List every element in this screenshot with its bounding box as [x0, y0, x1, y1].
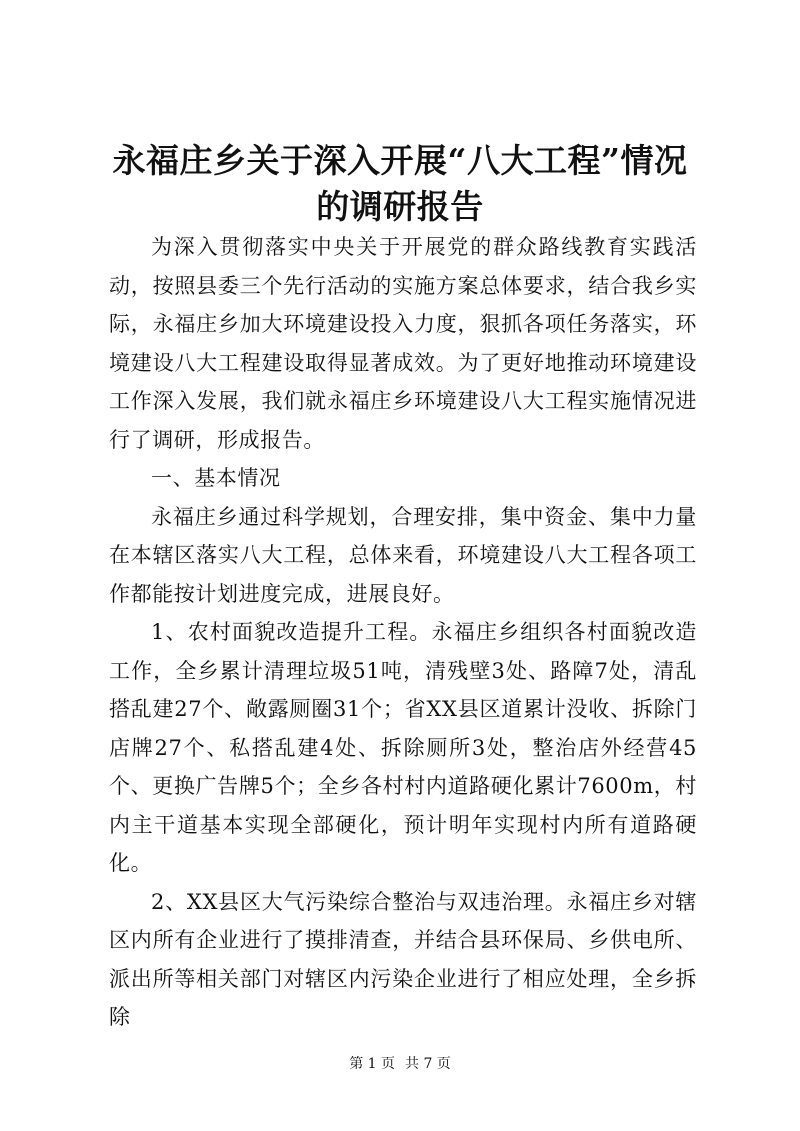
paragraph-overview: 永福庄乡通过科学规划，合理安排，集中资金、集中力量在本辖区落实八大工程，总体来看，环境建设八大工程各项工作都能按计划进度完成，进展良好。 [109, 504, 697, 606]
paragraph-item-2: 2、XX县区大气污染综合整治与双违治理。永福庄乡对辖区内所有企业进行了摸排清查，并结合县环保局、乡供电所、派出所等相关部门对辖区内污染企业进行了相应处理，全乡拆除 [109, 889, 697, 1029]
paragraph-intro: 为深入贯彻落实中央关于开展党的群众路线教育实践活动，按照县委三个先行活动的实施方案总体要求，结合我乡实际，永福庄乡加大环境建设投入力度，狠抓各项任务落实，环境建设八大工程建设取得显著成效。为了更好地推动环境建设工作深入发展，我们就永福庄乡环境建设八大工程实施情况进行了调研，形成报告。 [109, 235, 697, 452]
page-number: 第 1 页 [349, 1056, 395, 1072]
page-total: 共 7 页 [405, 1056, 451, 1072]
document-title: 永福庄乡关于深入开展“八大工程”情况的调研报告 [112, 141, 688, 226]
page-footer [0, 1054, 800, 1074]
paragraph-item-1: 1、农村面貌改造提升工程。永福庄乡组织各村面貌改造工作，全乡累计清理垃圾51吨，清残壁3处、路障7处，清乱搭乱建27个、敞露厕圈31个；省XX县区道累计没收、拆除门店牌27个、私搭乱建4处、拆除厕所3处，整治店外经营45个、更换广告牌5个；全乡各村村内道路硬化累计7600m，村内主干道基本实现全部硬化，预计明年实现村内所有道路硬化。 [109, 620, 697, 875]
section-heading-basic: 一、基本情况 [151, 466, 281, 490]
document-body [109, 228, 697, 1037]
